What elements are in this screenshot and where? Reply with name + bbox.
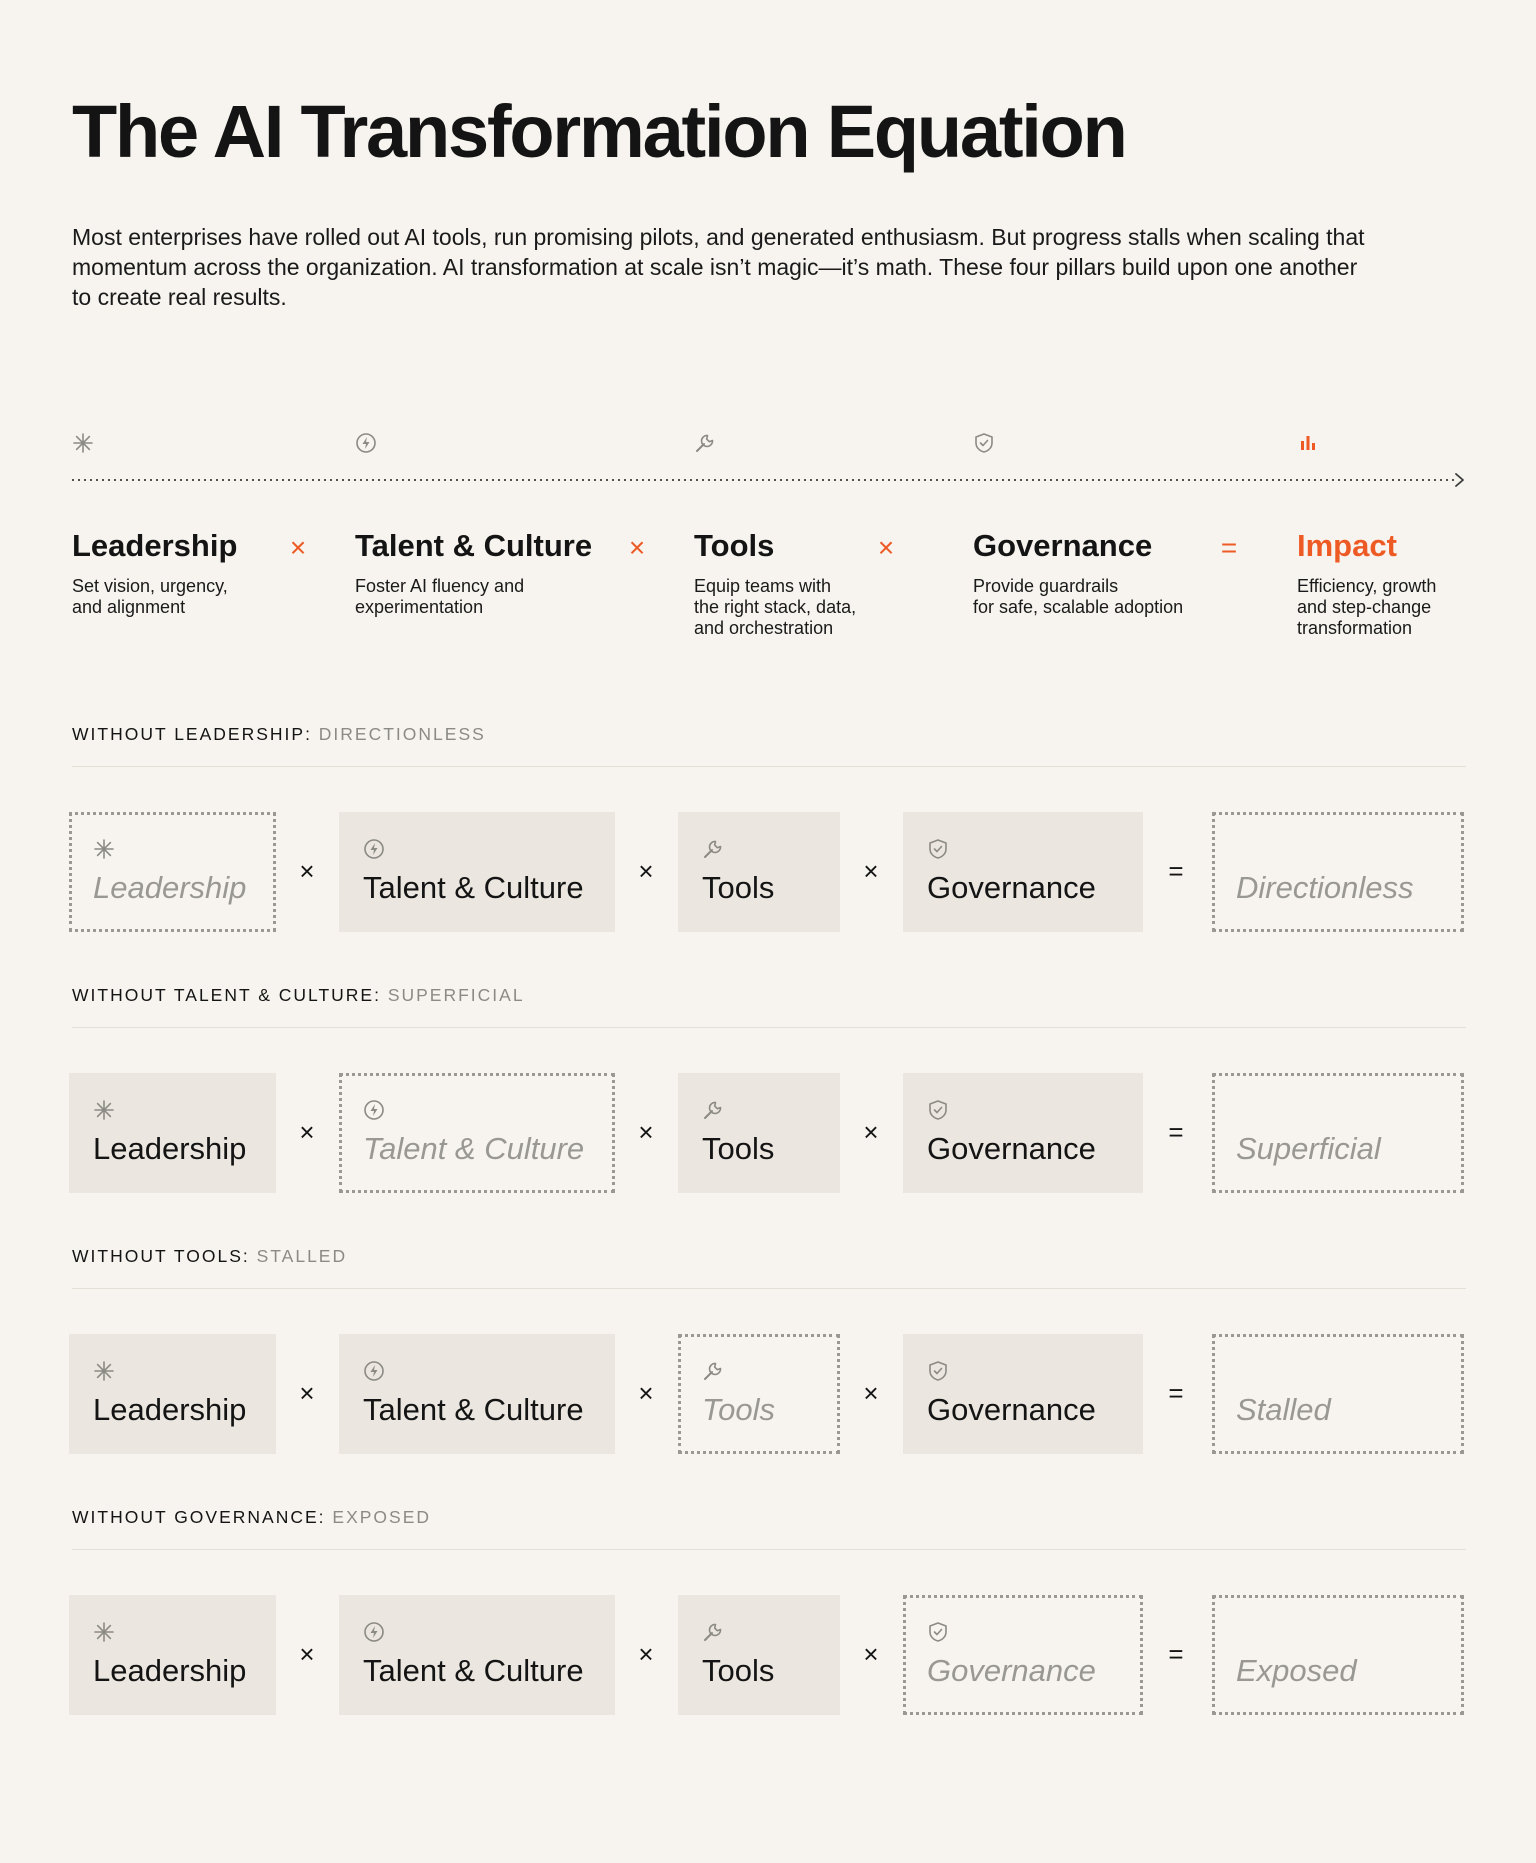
sparkle-icon (93, 1621, 115, 1643)
equals-operator: = (1168, 1378, 1184, 1408)
pillar-box-label: Leadership (93, 1131, 247, 1166)
pillar-desc-leadership: Set vision, urgency, and alignment (72, 576, 228, 617)
scenario-condition: WITHOUT GOVERNANCE: (72, 1507, 333, 1527)
lightning-icon (363, 1099, 385, 1121)
pillar-box-label: Talent & Culture (363, 1653, 584, 1688)
pillar-desc-tools: Equip teams with the right stack, data, and orchestration (694, 576, 857, 638)
pillar-box (69, 1595, 276, 1715)
pillar-box (339, 812, 615, 932)
wrench-icon (702, 1360, 724, 1382)
pillar-box (69, 1073, 276, 1193)
result-box (1212, 812, 1464, 932)
scenario-outcome: DIRECTIONLESS (318, 724, 486, 744)
scenario-label (72, 1246, 347, 1267)
shield-icon (973, 432, 995, 454)
equals-operator: = (1168, 1117, 1184, 1147)
sparkle-icon (93, 1360, 115, 1382)
wrench-icon (702, 1621, 724, 1643)
pillar-box-label: Talent & Culture (363, 870, 584, 905)
times-operator: × (638, 856, 654, 886)
pillar-box (339, 1334, 615, 1454)
times-operator: × (638, 1378, 654, 1408)
lightning-icon (355, 432, 377, 454)
times-operator: × (299, 856, 315, 886)
times-operator: × (877, 532, 895, 563)
scenario-outcome: SUPERFICIAL (387, 985, 525, 1005)
pillar-box-label: Governance (927, 870, 1096, 905)
wrench-icon (702, 1099, 724, 1121)
pillar-box (678, 812, 840, 932)
pillar-box-label: Talent & Culture (363, 1131, 585, 1166)
pillar-title-leadership: Leadership (72, 528, 238, 563)
times-operator: × (863, 1639, 879, 1669)
shield-icon (927, 838, 949, 860)
pillar-box-label: Tools (702, 870, 775, 905)
pillar-desc-governance: Provide guardrails for safe, scalable adoption (973, 576, 1184, 617)
pillar-box-label: Leadership (93, 1392, 247, 1427)
times-operator: × (863, 1378, 879, 1408)
scenario-condition: WITHOUT TOOLS: (72, 1246, 257, 1266)
shield-icon (927, 1360, 949, 1382)
pillar-desc-talent: Foster AI fluency and experimentation (355, 576, 525, 617)
times-operator: × (299, 1639, 315, 1669)
times-operator: × (638, 1639, 654, 1669)
sparkle-icon (93, 1099, 115, 1121)
pillar-title-governance: Governance (973, 528, 1153, 563)
pillar-box-label: Governance (927, 1131, 1096, 1166)
pillar-title-talent: Talent & Culture (355, 528, 593, 563)
pillar-box-label: Tools (702, 1653, 775, 1688)
pillar-box-label: Leadership (93, 870, 247, 905)
scenario-row (0, 1507, 1536, 1747)
missing-pillar-box (339, 1073, 615, 1193)
pillar-box (339, 1595, 615, 1715)
pillar-title-tools: Tools (694, 528, 775, 563)
lightning-icon (363, 1360, 385, 1382)
times-operator: × (863, 856, 879, 886)
scenario-divider (72, 1288, 1466, 1289)
scenario-condition: WITHOUT TALENT & CULTURE: (72, 985, 388, 1005)
scenario-divider (72, 766, 1466, 767)
pillar-box-label: Talent & Culture (363, 1392, 584, 1427)
scenario-row (0, 985, 1536, 1225)
times-operator: × (289, 532, 307, 563)
times-operator: × (863, 1117, 879, 1147)
pillar-box-label: Tools (702, 1392, 775, 1427)
missing-pillar-box (678, 1334, 840, 1454)
pillar-box (903, 1073, 1143, 1193)
equals-operator: = (1168, 856, 1184, 886)
sparkle-icon (72, 432, 94, 454)
pillar-box (903, 1334, 1143, 1454)
result-box (1212, 1073, 1464, 1193)
pillar-box (678, 1595, 840, 1715)
pillar-title-impact: Impact (1297, 528, 1397, 563)
result-label: Exposed (1236, 1653, 1357, 1688)
pillar-box-label: Governance (927, 1653, 1096, 1688)
timeline-arrow (72, 468, 1466, 492)
scenario-label (72, 1507, 431, 1528)
result-box (1212, 1595, 1464, 1715)
pillar-box (678, 1073, 840, 1193)
pillar-box (69, 1334, 276, 1454)
scenario-divider (72, 1549, 1466, 1550)
intro-paragraph: Most enterprises have rolled out AI tools, run promising pilots, and generated enthusiasm. But progress stalls when scaling that momentum across the organization. AI transformation at scale isn’t magic—it’s math. These four pillars build upon one another to create real results. (72, 224, 1365, 310)
page-title: The AI Transformation Equation (72, 90, 1126, 173)
shield-icon (927, 1099, 949, 1121)
scenario-outcome: STALLED (256, 1246, 348, 1266)
pillar-box-label: Governance (927, 1392, 1096, 1427)
result-label: Stalled (1236, 1392, 1331, 1427)
lightning-icon (363, 1621, 385, 1643)
scenario-label (72, 724, 486, 745)
scenario-condition: WITHOUT LEADERSHIP: (72, 724, 319, 744)
scenario-outcome: EXPOSED (332, 1507, 432, 1527)
scenario-row (0, 724, 1536, 964)
result-box (1212, 1334, 1464, 1454)
scenario-row (0, 1246, 1536, 1486)
equals-operator: = (1168, 1639, 1184, 1669)
wrench-icon (694, 432, 716, 454)
lightning-icon (363, 838, 385, 860)
shield-icon (927, 1621, 949, 1643)
times-operator: × (299, 1378, 315, 1408)
result-label: Superficial (1236, 1131, 1381, 1166)
times-operator: × (299, 1117, 315, 1147)
pillar-box-label: Leadership (93, 1653, 247, 1688)
missing-pillar-box (903, 1595, 1143, 1715)
scenario-divider (72, 1027, 1466, 1028)
scenario-label (72, 985, 525, 1006)
bar-chart-icon (1297, 432, 1319, 454)
pillar-box-label: Tools (702, 1131, 775, 1166)
pillar-box (903, 812, 1143, 932)
times-operator: × (638, 1117, 654, 1147)
pillar-desc-impact: Efficiency, growth and step-change transformation (1297, 576, 1437, 638)
equals-operator: = (1220, 532, 1238, 563)
wrench-icon (702, 838, 724, 860)
times-operator: × (628, 532, 646, 563)
sparkle-icon (93, 838, 115, 860)
result-label: Directionless (1236, 870, 1414, 905)
missing-pillar-box (69, 812, 276, 932)
